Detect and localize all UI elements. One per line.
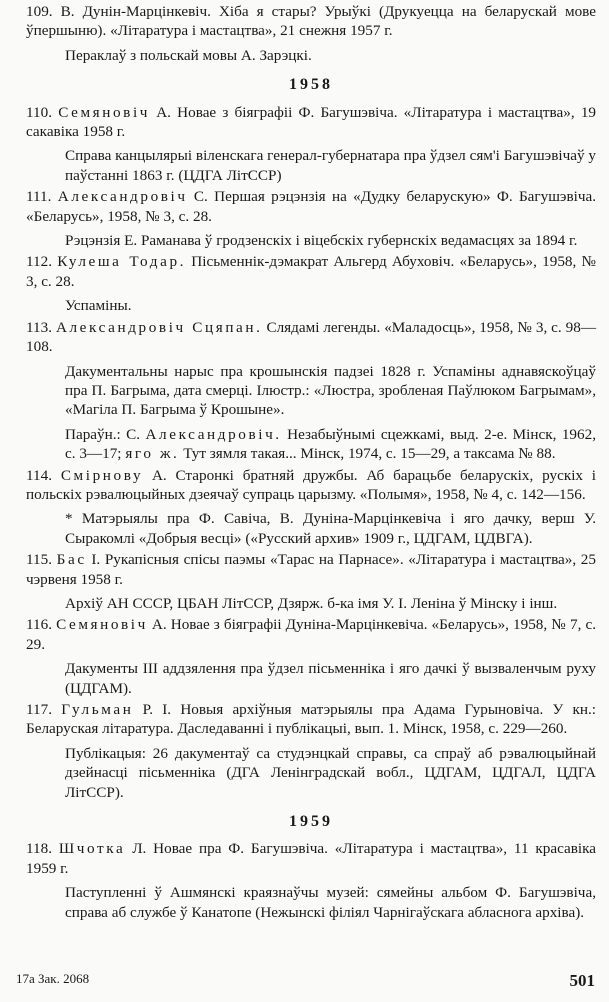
entry-annotation: Дакументы III аддзялення пра ўдзел пісьменніка і яго дачкі ў вызваленчым руху (ЦДГАМ).: [65, 660, 596, 697]
entry-number: 117.: [26, 701, 53, 718]
entry-title: Рукапісныя спісы паэмы «Тарас на Парнасе». «Літаратура і мастацтва», 25 чэрвеня 1958 г.: [26, 551, 596, 588]
entry-annotation: Справа канцылярыі віленскага генерал-губернатара пра ўдзел сям'і Багушэвічаў у паўстанні 1863 г. (ЦДГА ЛітССР): [65, 147, 596, 184]
entry-author-initial: А.: [156, 103, 171, 121]
entry-author-initial: А.: [151, 616, 167, 634]
entry-text: [26, 252, 596, 291]
entry-annotation: Пераклаў з польскай мовы А. Зарэцкі.: [65, 46, 312, 64]
entry-text: [26, 466, 596, 505]
entry-author: Гульман: [61, 701, 134, 718]
entry-title: Новае з біяграфіі Ф. Багушэвіча. «Літаратура і мастацтва», 19 сакавіка 1958 г.: [26, 103, 597, 141]
entry-number: 110.: [26, 103, 53, 121]
entry-title: Хіба я стары? Урыўкі (Друкуецца на беларускай мове ўпершыню). «Літаратура і мастацтва», 21 снежня 1957 г.: [26, 3, 596, 40]
entry-title: Новае з біяграфіі Дуніна-Марцінкевіча. «Беларусь», 1958, № 7, с. 29.: [26, 616, 596, 653]
year-heading-1958: 1958: [289, 76, 333, 94]
entry-text: [26, 615, 596, 654]
page-content: [26, 2, 596, 924]
compare-author: Александровіч.: [145, 425, 282, 443]
entry-annotation: Публікацыя: 26 дакументаў са студэнцкай справы, са спраў аб рэвалюцыйнай дзейнасці пісьменніка (ДГА Ленінградскай вобл., ЦДГАМ, ЦДГАЛ, ЦДГА ЛітССР).: [65, 744, 596, 801]
entry-title: Пісьменнік-дэмакрат Альгерд Абуховіч. «Беларусь», 1958, № 3, с. 28.: [26, 253, 597, 290]
entry-author-initial: С.: [193, 188, 208, 206]
entry-author-initial: І.: [91, 551, 101, 569]
bibliography-entry-116: [26, 615, 596, 698]
compare-title: Незабыўнымі сцежкамі, выд. 2-е. Мінск, 1962, с. 3—17;: [65, 425, 596, 463]
entry-author: Александровіч: [57, 188, 188, 206]
bibliography-entry-112: [26, 252, 596, 315]
compare-same-author: яго ж.: [125, 445, 180, 463]
entry-title: Старонкі братняй дружбы. Аб барацьбе беларускіх, рускіх і польскіх рэвалюцыйных дзеячаў супраць царызму. «Полымя», 1958, № 4, с. 142—156.: [26, 466, 597, 503]
entry-author: Бас: [56, 551, 87, 569]
entry-annotation: Дакументальны нарыс пра крошынскія падзеі 1828 г. Успаміны аднавяскоўцаў пра П. Багрыма, дата смерці. Ілюстр.: «Люстра, зробленая Паўлюком Багрымам», «Магіла П. Багрыма ў Крошыне».: [65, 362, 596, 419]
entry-author: Семяновіч: [56, 616, 148, 634]
bibliography-entry-110: [26, 103, 596, 186]
entry-annotation: Рэцэнзія Е. Раманава ў гродзенскіх і віцебскіх губернскіх ведамасцях за 1894 г.: [65, 232, 578, 250]
bibliography-entry-111: [26, 187, 596, 250]
bibliography-entry-115: [26, 550, 596, 613]
entry-author: Шчотка: [58, 840, 126, 858]
bibliography-entry-118: [26, 839, 596, 922]
entry-author: Смірнову: [60, 466, 144, 484]
entry-annotation: Архіў АН СССР, ЦБАН ЛітССР, Дзярж. б-ка імя У. І. Леніна ў Мінску і інш.: [65, 594, 558, 612]
printer-signature: 17а Зак. 2068: [16, 970, 90, 986]
entry-title: Новыя архіўныя матэрыялы пра Адама Гурыновіча. У кн.: Беларуская літаратура. Даследаванні і публікацыі, вып. 1. Мінск, 1958, с. 229—260.: [26, 701, 597, 738]
year-heading-1959: 1959: [289, 813, 333, 831]
entry-annotation: Успаміны.: [65, 297, 132, 315]
entry-number: 114.: [26, 466, 53, 484]
entry-title: Новае пра Ф. Багушэвіча. «Літаратура і мастацтва», 11 красавіка 1959 г.: [26, 840, 597, 877]
entry-author: Александровіч Сцяпан.: [55, 318, 263, 336]
compare-prefix: Параўн.: С.: [65, 425, 141, 443]
bibliography-entry-109: [26, 2, 596, 65]
bibliography-entry-117: [26, 700, 596, 802]
entry-number: 118.: [26, 840, 53, 858]
entry-author: Кулеша Тодар.: [57, 253, 187, 271]
entry-number: 111.: [26, 188, 52, 206]
entry-author-initial: Р. І.: [142, 701, 172, 718]
entry-text: [26, 839, 596, 878]
entry-number: 115.: [26, 551, 53, 569]
entry-number: 116.: [26, 616, 53, 634]
entry-number: 113.: [26, 318, 53, 336]
bibliography-entry-114: [26, 466, 596, 549]
entry-text: [26, 550, 596, 589]
entry-author-initial: Л.: [132, 840, 147, 858]
entry-annotation: Паступленні ў Ашмянскі краязнаўчы музей: сямейны альбом Ф. Багушэвіча, справа аб службе ў Канатопе (Нежынскі філіял Чарнігаўскага абласнога архіва).: [65, 884, 596, 921]
entry-text: [26, 2, 596, 41]
entry-text: [26, 318, 596, 357]
entry-title: Слядамі легенды. «Маладосць», 1958, № 3, с. 98—108.: [26, 318, 597, 356]
entry-author: В. Дунін-Марцінкевіч.: [60, 3, 211, 20]
entry-title: Першая рэцэнзія на «Дудку беларускую» Ф. Багушэвіча. «Беларусь», 1958, № 3, с. 28.: [26, 188, 597, 225]
entry-number: 109.: [26, 3, 53, 20]
entry-annotation: * Матэрыялы пра Ф. Савіча, В. Дуніна-Марцінкевіча і яго дачку, верш У. Сыракомлі «Добрыя весці» («Русский архив» 1909 г., ЦДГАМ, ЦДВГА).: [65, 510, 596, 547]
entry-author: Семяновіч: [58, 103, 151, 121]
page-number: 501: [569, 970, 595, 990]
entry-author-initial: А.: [151, 466, 167, 484]
entry-text: [26, 700, 596, 739]
entry-text: [26, 187, 596, 226]
entry-text: [26, 103, 596, 142]
entry-number: 112.: [26, 253, 53, 271]
entry-annotation-compare: [65, 425, 596, 464]
compare-rest: Тут зямля такая... Мінск, 1974, с. 15—29, а таксама № 88.: [183, 445, 556, 463]
bibliography-entry-113: [26, 318, 596, 464]
